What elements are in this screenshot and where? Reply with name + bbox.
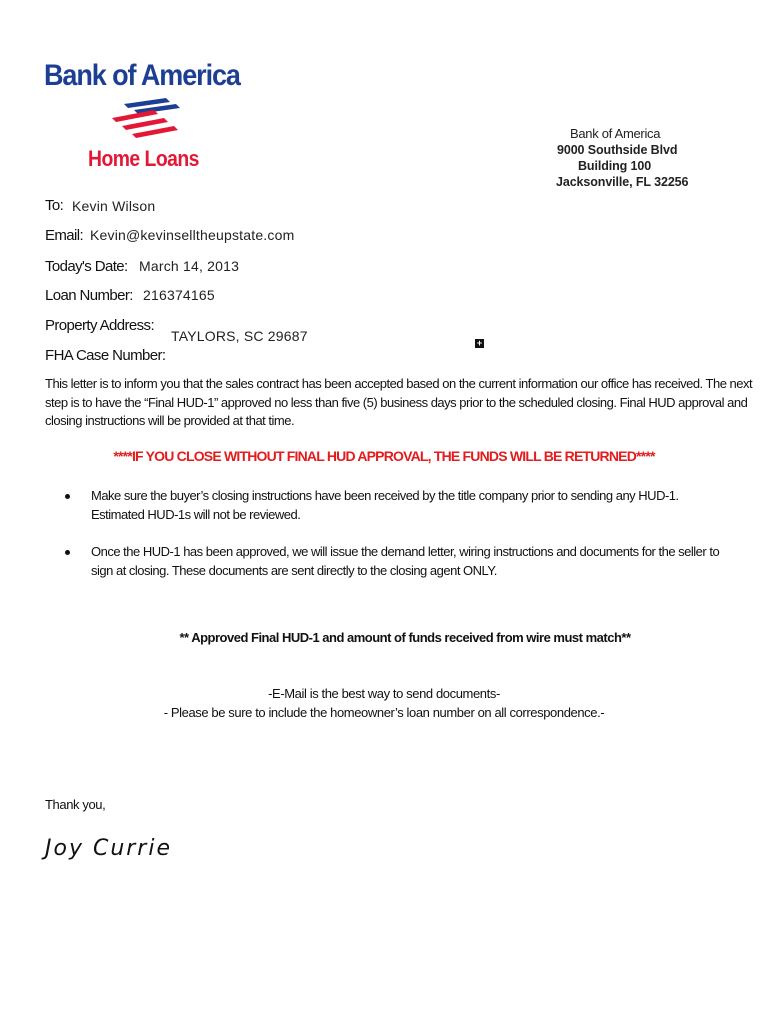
date-label: Today's Date: <box>45 258 128 275</box>
list-item-text: Once the HUD-1 has been approved, we will issue the demand letter, wiring instructions and documents for the seller to sign at closing. These documents are sent directly to the closing agent ONLY. <box>91 544 720 578</box>
signature: Joy Currie <box>45 836 173 861</box>
logo-subtitle: Home Loans <box>88 146 199 171</box>
list-item-text: Make sure the buyer’s closing instructions have been received by the title company prior to sending any HUD-1. Estimated HUD-1s will not be reviewed. <box>91 488 679 522</box>
loan-number-label: Loan Number: <box>45 287 133 304</box>
email-label: Email: <box>45 227 84 244</box>
loan-number-value: 216374165 <box>143 287 215 303</box>
email-value[interactable]: Kevin@kevinselltheupstate.com <box>90 227 295 243</box>
property-address-value: TAYLORS, SC 29687 <box>171 328 308 344</box>
list-item <box>65 487 725 524</box>
email-instruction: -E-Mail is the best way to send documents- <box>268 686 500 701</box>
return-address-city: Jacksonville, FL 32256 <box>556 175 689 189</box>
closing-thanks: Thank you, <box>45 797 106 812</box>
expand-icon[interactable]: + <box>476 338 483 348</box>
bullet-icon <box>65 550 70 555</box>
to-value: Kevin Wilson <box>72 198 156 214</box>
list-item <box>65 543 725 580</box>
warning-text: ****IF YOU CLOSE WITHOUT FINAL HUD APPROVAL, THE FUNDS WILL BE RETURNED**** <box>113 448 655 464</box>
date-value: March 14, 2013 <box>139 258 240 274</box>
return-address-name: Bank of America <box>570 126 661 141</box>
bullet-icon <box>65 494 70 499</box>
bank-flag-logo-icon <box>110 98 190 138</box>
funds-match-note: ** Approved Final HUD-1 and amount of funds received from wire must match** <box>179 630 631 645</box>
return-address-street: 9000 Southside Blvd <box>557 143 678 157</box>
to-label: To: <box>45 197 64 214</box>
instructions-list <box>65 487 725 599</box>
logo-wordmark: Bank of America <box>44 59 240 92</box>
intro-paragraph: This letter is to inform you that the sales contract has been accepted based on the current information our office has received. The next step is to have the “Final HUD-1” approved no less than five (5) business days prior to the scheduled closing. Final HUD approval and closing instructions will be provided at that time. <box>45 376 753 428</box>
fha-case-number-label: FHA Case Number: <box>45 347 166 364</box>
return-address-building: Building 100 <box>578 159 652 173</box>
loan-number-instruction: - Please be sure to include the homeowner’s loan number on all correspondence.- <box>163 705 605 720</box>
property-address-label: Property Address: <box>45 317 155 334</box>
